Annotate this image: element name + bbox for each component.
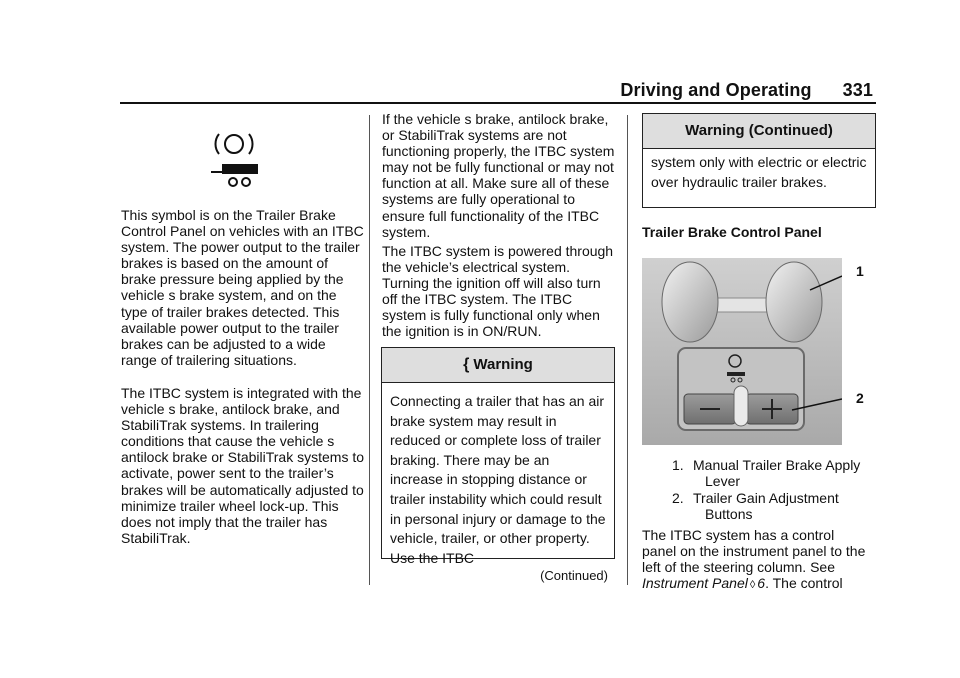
legend-number: 1.: [672, 457, 684, 473]
column-divider-1: [369, 115, 370, 585]
functionality-paragraph: If the vehicle s brake, antilock brake, or StabiliTrak systems are not functioning properly, the ITBC system may not be fully functional or may not function at all. Make sure all of these systems are fully operational to ensure full functionality of the ITBC system.: [382, 111, 615, 240]
page-reference[interactable]: 6: [757, 575, 766, 592]
warning-icon: {: [463, 356, 470, 373]
intro-paragraph: This symbol is on the Trailer Brake Control Panel on vehicles with an ITBC system. The power output to the trailer brakes is based on the amount of brake pressure being applied by the vehicle s brake system, and on the type of trailer brakes detected. This available power output to the trailer brakes can be adjusted to a wide range of trailering situations.: [121, 207, 364, 368]
legend-text-continued: Lever: [705, 473, 741, 489]
page-header: [620, 80, 873, 101]
warning-header: [382, 348, 614, 383]
control-panel-photo: [642, 258, 842, 445]
paragraph-line: The ITBC system has a control: [642, 527, 835, 543]
paragraph-tail: The control: [772, 575, 843, 592]
trailer-brake-icon: [208, 128, 260, 190]
paragraph-line: panel on the instrument panel to the: [642, 543, 866, 560]
page-number: 331: [842, 80, 873, 100]
instrument-panel-link[interactable]: Instrument Panel: [642, 575, 748, 592]
control-panel-paragraph: The ITBC system has a control panel on the instrument panel to the left of the steering column. See Instrument Panel ◊ 6. The control: [642, 527, 878, 593]
section-title: Driving and Operating: [620, 80, 812, 100]
legend-text-continued: Buttons: [705, 506, 753, 522]
warning-box: [381, 347, 615, 584]
integration-paragraph: The ITBC system is integrated with the vehicle s brake, antilock brake, and StabiliTrak systems. In trailering conditions that cause the vehicle s antilock brake or StabiliTrak systems to activate, power sent to the trailer’s brakes will be automatically adjusted to minimize trailer wheel lock-up. This does not imply that the trailer has StabiliTrak.: [121, 385, 365, 546]
warning-continued-box: [642, 113, 876, 208]
warning-title: Warning: [473, 356, 533, 373]
power-paragraph: The ITBC system is powered through the vehicle’s electrical system. Turning the ignition off will also turn off the ITBC system. The ITBC system is fully functional only when the ignition is in ON/RUN.: [382, 243, 614, 340]
column-divider-2: [627, 115, 628, 585]
legend-text: Trailer Gain Adjustment: [693, 490, 839, 506]
legend-item-2: [672, 490, 882, 524]
callout-2: 2: [856, 390, 864, 406]
continued-label: (Continued): [540, 568, 608, 584]
paragraph-line: left of the steering column. See: [642, 559, 835, 576]
warning-body: Connecting a trailer that has an air brake system may result in reduced or complete loss of trailer braking. There may be an increase in stopping distance or trailer instability which could result in personal injury or damage to the vehicle, trailer, or other property. Use the ITBC: [390, 393, 606, 566]
panel-heading: Trailer Brake Control Panel: [642, 224, 822, 240]
page-reference-icon: ◊: [749, 579, 756, 592]
header-rule: [120, 102, 876, 104]
warning-continued-header: Warning (Continued): [643, 114, 875, 149]
legend-text: Manual Trailer Brake Apply: [693, 457, 861, 473]
warning-continued-body: system only with electric or electric over hydraulic trailer brakes.: [651, 154, 867, 190]
callout-1: 1: [856, 263, 864, 279]
legend-item-1: [672, 457, 882, 491]
legend-number: 2.: [672, 490, 684, 506]
